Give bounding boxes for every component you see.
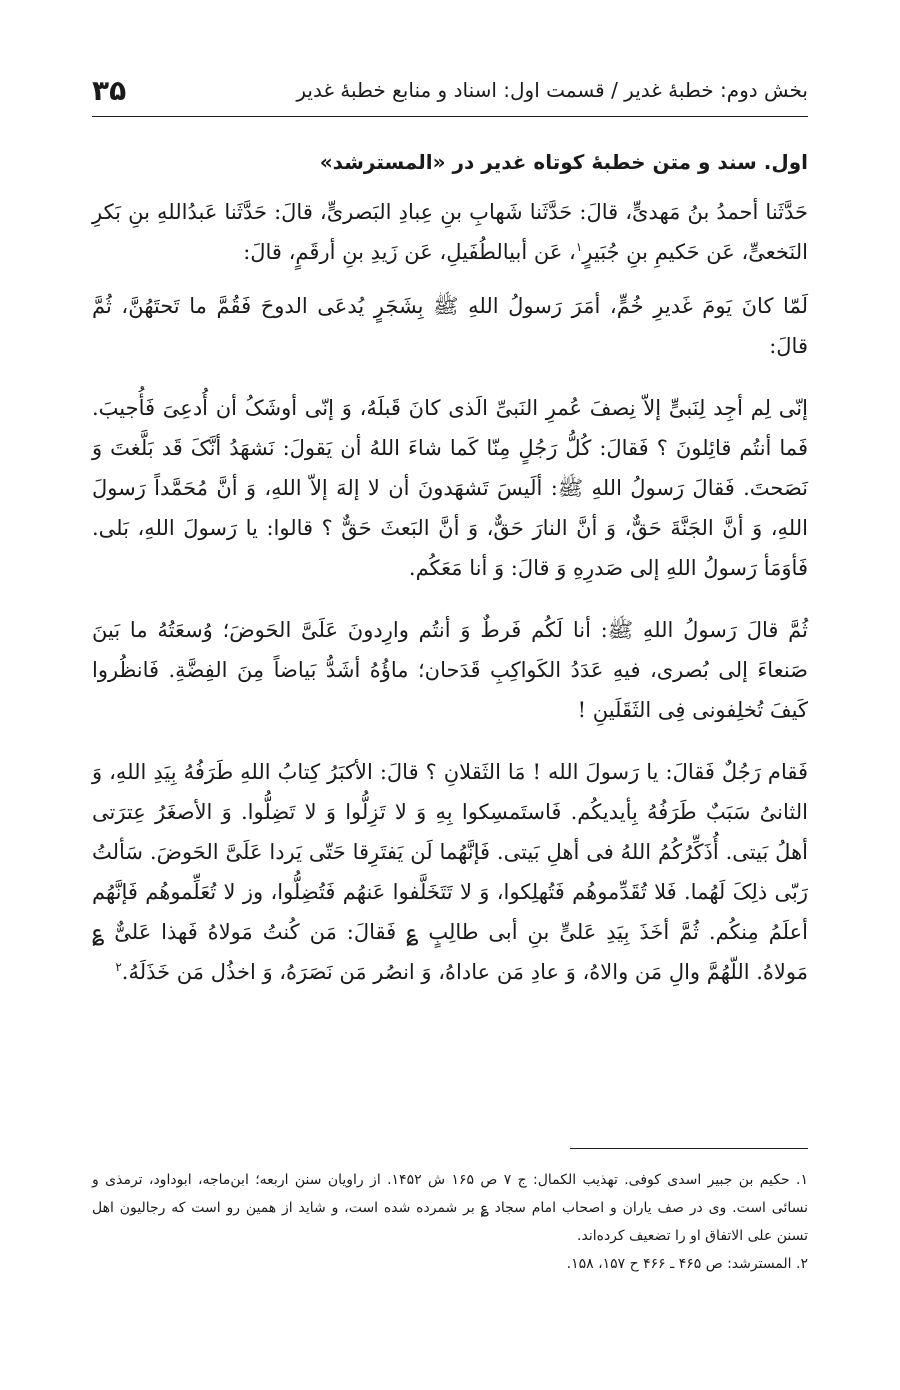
isnad-text: حَدَّثَنا أحمدُ بنُ مَهدیٍّ، قالَ: حَدَّثَنا شَهابِ بنِ عِبادِ البَصریٍّ، قالَ: حَدَّثَنا عَبدُاللهِ بنِ بَکرِ النَخعیٍّ، عَن حَکیمِ بنِ جُبَیرٍ	[92, 200, 808, 264]
section-heading: اول. سند و متن خطبهٔ کوتاه غدیر در «المسترشد»	[319, 150, 808, 174]
sermon-paragraph-1: إنّی لِم أجِد لِنَبیٍّ إلاّ نِصفَ عُمرِ النَبیِّ الَذی کانَ قَبلَهُ، وَ إنّی أوشَکُ أن أُدعِیَ فَأُجیبَ. فَما أنتُم قائِلونَ ؟ فَقالَ: کُلُّ رَجُلٍ مِنّا کَما شاءَ اللهُ أن یَقولَ: نَشهَدُ أنَّکَ قَد بَلَّغتَ وَ نَصَحتَ. فَقالَ رَسولُ اللهِ ﷺ: ألَیسَ تَشهَدونَ أن لا إلهَ إلاّ اللهِ، وَ أنَّ مُحَمَّداً رَسولَ اللهِ، وَ أنَّ الجَنَّةَ حَقٌّ، وَ أنَّ النارَ حَقٌّ، وَ أنَّ البَعثَ حَقٌّ ؟ قالوا: یا رَسولَ اللهِ، بَلی. فَأوَمَأ رَسولُ اللهِ إلی صَدرِهِ وَ قالَ: وَ أنا مَعَکُم.	[92, 396, 808, 580]
page-header	[92, 70, 808, 110]
footnote-mark-2[interactable]: ۲	[115, 960, 122, 974]
running-title: بخش دوم: خطبهٔ غدیر / قسمت اول: اسناد و منابع خطبهٔ غدیر	[296, 78, 808, 102]
footnote-rule	[570, 1148, 808, 1149]
footnotes	[92, 1166, 808, 1278]
footnote-1: ۱. حکیم بن جبیر اسدی کوفی. تهذیب الکمال: ج ۷ ص ۱۶۵ ش ۱۴۵۲. از راویان سنن اربعه؛ ابن‌ماجه، ابوداود، ترمذی و نسائی است. وی در صف یاران و اصحاب امام سجاد ؏ بر شمرده شده است، و شاید از همین رو است که رجالیون اهل تسنن علی الاتفاق او را تضعیف کرده‌اند.	[92, 1172, 809, 1244]
sermon-paragraph-3	[92, 752, 808, 992]
isnad-paragraph	[92, 192, 808, 272]
footnote-2: ۲. المسترشد: ص ۴۶۵ ـ ۴۶۶ ح ۱۵۷، ۱۵۸.	[566, 1256, 808, 1272]
narrative-paragraph: لَمّا کانَ یَومَ غَدیرِ خُمٍّ، أمَرَ رَسولُ اللهِ ﷺ بِشَجَرٍ یُدعَی الدوحَ فَقُمَّ ما تَحتَهُنَّ، ثُمَّ قالَ:	[92, 294, 808, 358]
sermon-paragraph-3-text: فَقام رَجُلٌ فَقالَ: یا رَسولَ الله ! مَا الثَقلانِ ؟ قالَ: الأکبَرُ کِتابُ اللهِ طَرَفُهُ بِیَدِ اللهِ، وَ الثانیُ سَبَبٌ طَرَفُهُ بِأیدیکُم. فَاستَمسِکوا بِهِ وَ لا تَزِلُّوا وَ لا تَضِلُّوا. وَ الأصغَرُ عِترَتی أهلُ بَیتی. أُذَکِّرُکُمُ اللهُ فی أهلِ بَیتی. فَإنَّهُما لَن یَفتَرِقا حَتّی یَردا عَلَیَّ الحَوضَ. سَألتُ رَبّی ذلِکَ لَهُما. فَلا تُقَدِّموهُم فَتُهلِکوا، وَ لا تَتَخَلَّفوا عَنهُم فَتُضِلُّوا، وز لا تُعَلِّموهُم فَإنَّهُم أعلَمُ مِنکُم. ثُمَّ أخَذَ بِیَدِ عَلیٍّ بنِ أبی طالِبٍ ؏ فَقالَ: مَن کُنتُ مَولاهُ فَهذا عَلیٌّ ؏ مَولاهُ. اللّهُمَّ والِ مَن والاهُ، وَ عادِ مَن عاداهُ، وَ انصُر مَن نَصَرَهُ، وَ اخذُل مَن خَذَلَهُ.	[92, 760, 808, 984]
header-rule	[92, 116, 808, 117]
footnote-mark-1[interactable]: ۱	[575, 240, 583, 254]
body-text	[92, 142, 808, 1006]
page-number: ۳۵	[92, 73, 127, 107]
isnad-text-tail: ، عَن أبیالطُفَیلِ، عَن زَیدِ بنِ أرقَمٍ، قالَ:	[243, 240, 576, 264]
sermon-paragraph-2: ثُمَّ قالَ رَسولُ اللهِ ﷺ: أنا لَکُم فَرطٌ وَ أنتُم وارِدونَ عَلَیَّ الحَوضَ؛ وُسعَتُهُ ما بَینَ صَنعاءَ إلی بُصری، فیهِ عَدَدُ الکَواکِبِ قَدَحان؛ ماؤُهُ أشَدُّ بَیاضاً مِنَ الفِضَّةِ. فَانظُروا کَیفَ تُخلِفونی فِی الثَقَلَینِ !	[92, 618, 808, 722]
